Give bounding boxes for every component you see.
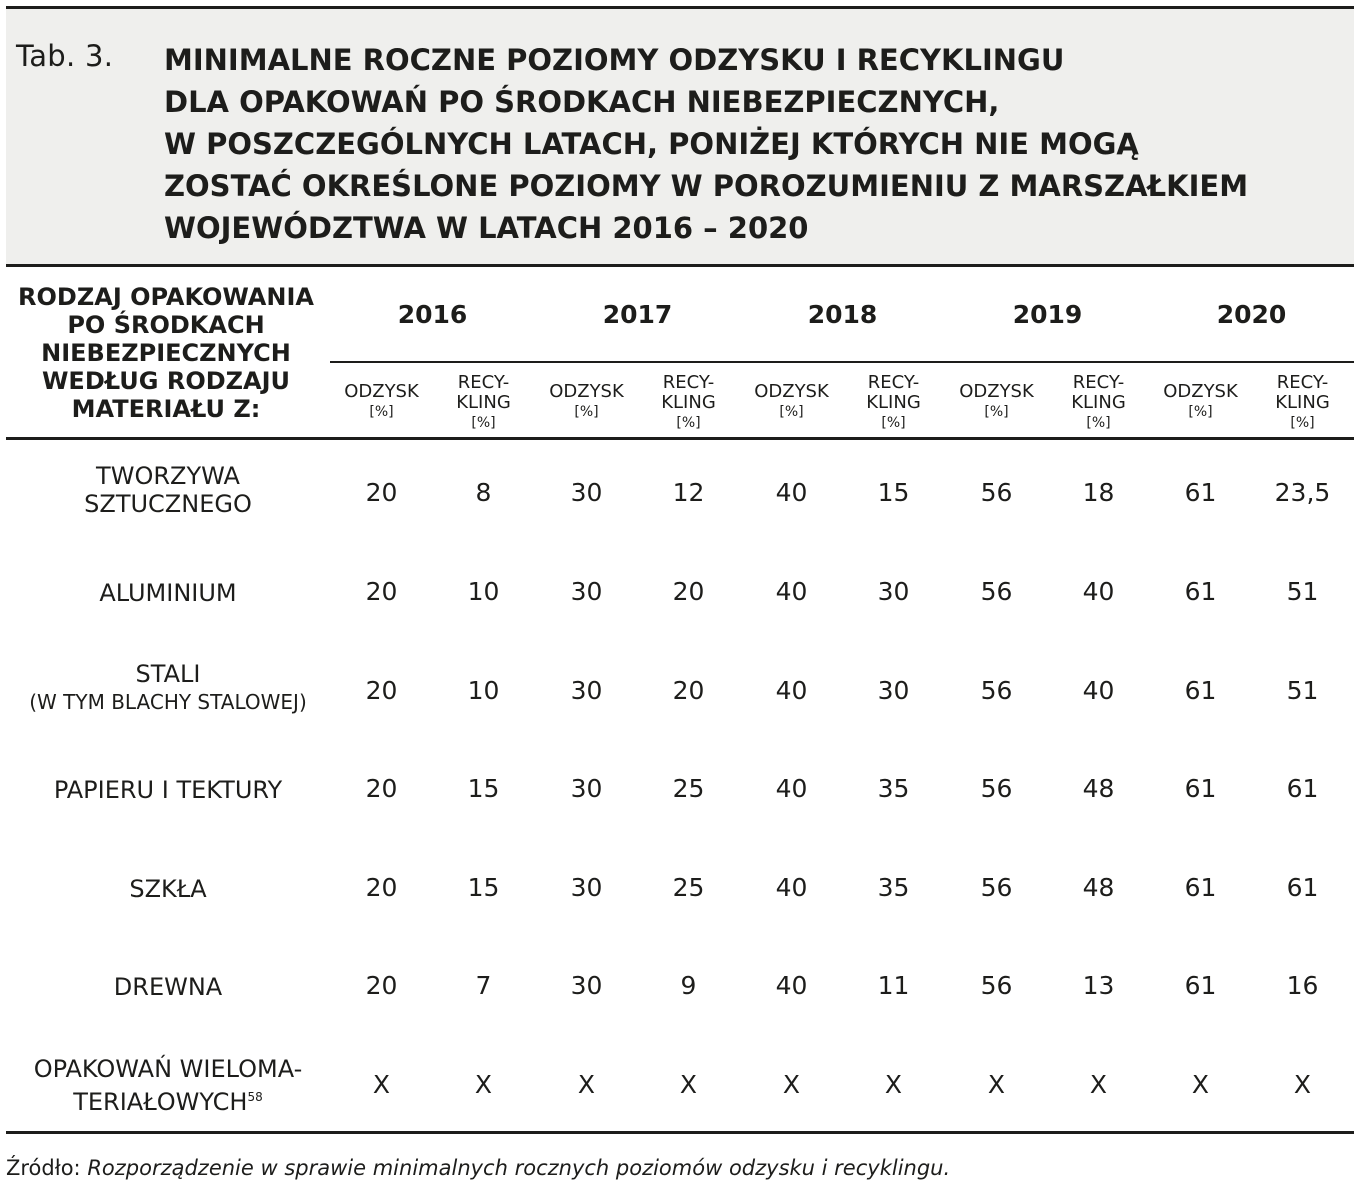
recykling-value: X <box>679 1070 698 1099</box>
recykling-value: 20 <box>672 676 705 705</box>
recykling-value: 61 <box>1286 774 1319 803</box>
recykling-header <box>842 373 945 433</box>
source-prefix: Źródło: <box>6 1156 88 1180</box>
odzysk-label: ODZYSK <box>344 381 419 402</box>
material-label-text: TWORZYWA <box>96 462 240 490</box>
recykling-value: 16 <box>1286 971 1319 1000</box>
odzysk-value: 30 <box>570 774 603 803</box>
odzysk-value: 20 <box>365 577 398 606</box>
recykling-label-line2: KLING <box>661 392 716 413</box>
material-header-line: RODZAJ OPAKOWANIA <box>18 283 314 311</box>
material-label <box>6 660 330 716</box>
odzysk-value: X <box>1191 1070 1210 1099</box>
odzysk-label: ODZYSK <box>959 381 1034 402</box>
odzysk-value: 20 <box>365 676 398 705</box>
odzysk-value: X <box>372 1070 391 1099</box>
odzysk-value: 20 <box>365 774 398 803</box>
material-label-line <box>6 579 330 607</box>
recykling-value: 23,5 <box>1274 478 1331 507</box>
odzysk-value: 56 <box>980 577 1013 606</box>
recykling-value: X <box>1293 1070 1312 1099</box>
year-header: 2019 <box>1012 300 1083 329</box>
odzysk-label: ODZYSK <box>549 381 624 402</box>
recykling-value: 11 <box>877 971 910 1000</box>
odzysk-value: 30 <box>570 873 603 902</box>
recykling-value: 51 <box>1286 676 1319 705</box>
unit-label: [%] <box>574 404 599 420</box>
odzysk-label: ODZYSK <box>754 381 829 402</box>
odzysk-value: 20 <box>365 873 398 902</box>
odzysk-value: X <box>782 1070 801 1099</box>
title-block <box>6 6 1354 267</box>
material-label <box>6 579 330 607</box>
odzysk-header <box>330 382 433 422</box>
material-label-line <box>6 462 330 490</box>
recykling-header <box>637 373 740 433</box>
material-label-text: OPAKOWAŃ WIELOMA- <box>33 1055 303 1083</box>
material-label-text: PAPIERU I TEKTURY <box>53 776 283 804</box>
odzysk-value: 40 <box>775 971 808 1000</box>
odzysk-value: 56 <box>980 873 1013 902</box>
recykling-value: 25 <box>672 774 705 803</box>
source-note <box>6 1156 950 1180</box>
material-label-text: SZKŁA <box>129 875 207 903</box>
odzysk-value: 40 <box>775 774 808 803</box>
recykling-value: 35 <box>877 774 910 803</box>
material-label-text: DREWNA <box>113 973 223 1001</box>
recykling-value: 48 <box>1082 774 1115 803</box>
unit-label: [%] <box>369 404 394 420</box>
material-label-line <box>6 660 330 688</box>
recykling-value: 61 <box>1286 873 1319 902</box>
unit-label: [%] <box>1188 404 1213 420</box>
recykling-label-line2: KLING <box>1275 392 1330 413</box>
unit-label: [%] <box>1086 415 1111 431</box>
material-note: (W TYM BLACHY STALOWEJ) <box>29 690 307 714</box>
recykling-value: 30 <box>877 577 910 606</box>
recykling-value: 18 <box>1082 478 1115 507</box>
year-header: 2020 <box>1216 300 1287 329</box>
recykling-value: 35 <box>877 873 910 902</box>
odzysk-header <box>1149 382 1252 422</box>
recykling-value: 15 <box>467 774 500 803</box>
recykling-value: 13 <box>1082 971 1115 1000</box>
recykling-header <box>1251 373 1354 433</box>
unit-label: [%] <box>471 415 496 431</box>
recykling-value: 40 <box>1082 577 1115 606</box>
odzysk-value: 30 <box>570 577 603 606</box>
material-header-line: WEDŁUG RODZAJU <box>41 367 291 395</box>
footnote-marker: 58 <box>247 1090 263 1104</box>
odzysk-value: 61 <box>1184 478 1217 507</box>
material-label-line <box>6 1055 330 1083</box>
material-label-text: ALUMINIUM <box>99 579 237 607</box>
recykling-value: X <box>474 1070 493 1099</box>
odzysk-value: 30 <box>570 478 603 507</box>
odzysk-value: 20 <box>365 971 398 1000</box>
odzysk-value: 40 <box>775 873 808 902</box>
recykling-value: 25 <box>672 873 705 902</box>
recykling-header <box>1047 373 1150 433</box>
material-column-header <box>6 283 326 423</box>
odzysk-value: 56 <box>980 774 1013 803</box>
material-label-line <box>6 973 330 1001</box>
odzysk-value: 61 <box>1184 873 1217 902</box>
year-header: 2018 <box>807 300 878 329</box>
recykling-value: 15 <box>877 478 910 507</box>
material-label-text: TERIAŁOWYCH <box>73 1088 248 1116</box>
recykling-label-line1: RECY- <box>1072 372 1125 393</box>
recykling-value: X <box>884 1070 903 1099</box>
recykling-value: 9 <box>680 971 697 1000</box>
recykling-value: 12 <box>672 478 705 507</box>
recykling-header <box>432 373 535 433</box>
year-header: 2016 <box>397 300 468 329</box>
recykling-value: 10 <box>467 577 500 606</box>
recykling-label-line2: KLING <box>1071 392 1126 413</box>
material-label <box>6 776 330 804</box>
odzysk-value: 30 <box>570 676 603 705</box>
recykling-value: 10 <box>467 676 500 705</box>
odzysk-value: 56 <box>980 676 1013 705</box>
recykling-value: 30 <box>877 676 910 705</box>
recykling-label-line1: RECY- <box>662 372 715 393</box>
odzysk-header <box>945 382 1048 422</box>
recykling-value: 40 <box>1082 676 1115 705</box>
recykling-value: 20 <box>672 577 705 606</box>
recykling-label-line1: RECY- <box>1276 372 1329 393</box>
material-label-text: SZTUCZNEGO <box>84 490 252 518</box>
odzysk-value: 30 <box>570 971 603 1000</box>
material-label-text: STALI <box>135 660 201 688</box>
material-label-line <box>6 875 330 903</box>
unit-label: [%] <box>881 415 906 431</box>
year-header: 2017 <box>602 300 673 329</box>
odzysk-value: 40 <box>775 676 808 705</box>
material-header-line: NIEBEZPIECZNYCH <box>41 339 291 367</box>
odzysk-label: ODZYSK <box>1163 381 1238 402</box>
unit-label: [%] <box>779 404 804 420</box>
material-label <box>6 1055 330 1116</box>
odzysk-value: 61 <box>1184 676 1217 705</box>
odzysk-value: 61 <box>1184 577 1217 606</box>
unit-label: [%] <box>676 415 701 431</box>
recykling-value: X <box>1089 1070 1108 1099</box>
material-label <box>6 462 330 518</box>
table-bottom-rule <box>6 1131 1354 1134</box>
material-label-line <box>6 1083 330 1116</box>
material-label <box>6 875 330 903</box>
material-label <box>6 973 330 1001</box>
material-header-line: MATERIAŁU Z: <box>71 395 261 423</box>
odzysk-value: 61 <box>1184 971 1217 1000</box>
recykling-value: 15 <box>467 873 500 902</box>
odzysk-value: X <box>577 1070 596 1099</box>
odzysk-value: 56 <box>980 971 1013 1000</box>
recykling-label-line2: KLING <box>456 392 511 413</box>
odzysk-value: 40 <box>775 478 808 507</box>
odzysk-value: 40 <box>775 577 808 606</box>
odzysk-header <box>740 382 843 422</box>
year-divider <box>330 361 1354 363</box>
table-number: Tab. 3. <box>16 39 114 73</box>
recykling-value: 48 <box>1082 873 1115 902</box>
recykling-label-line2: KLING <box>866 392 921 413</box>
source-text: Rozporządzenie w sprawie minimalnych rocznych poziomów odzysku i recyklingu. <box>87 1156 951 1180</box>
odzysk-value: 20 <box>365 478 398 507</box>
table-title: MINIMALNE ROCZNE POZIOMY ODZYSKU I RECYKLINGU DLA OPAKOWAŃ PO ŚRODKACH NIEBEZPIECZNYCH, W POSZCZEGÓLNYCH LATACH, PONIŻEJ KTÓRYCH NIE MOGĄ ZOSTAĆ OKREŚLONE POZIOMY W POROZUMIENIU Z MARSZAŁKIEM WOJEWÓDZTWA W LATACH 2016 – 2020 <box>164 43 1249 245</box>
header-bottom-rule <box>6 437 1354 440</box>
recykling-value: 7 <box>475 971 492 1000</box>
recykling-label-line1: RECY- <box>867 372 920 393</box>
odzysk-value: 61 <box>1184 774 1217 803</box>
material-label-line <box>6 490 330 518</box>
unit-label: [%] <box>1290 415 1315 431</box>
odzysk-header <box>535 382 638 422</box>
unit-label: [%] <box>984 404 1009 420</box>
material-header-line: PO ŚRODKACH <box>67 311 265 339</box>
odzysk-value: 56 <box>980 478 1013 507</box>
material-label-line <box>6 776 330 804</box>
recykling-value: 8 <box>475 478 492 507</box>
odzysk-value: X <box>987 1070 1006 1099</box>
recykling-value: 51 <box>1286 577 1319 606</box>
recykling-label-line1: RECY- <box>457 372 510 393</box>
